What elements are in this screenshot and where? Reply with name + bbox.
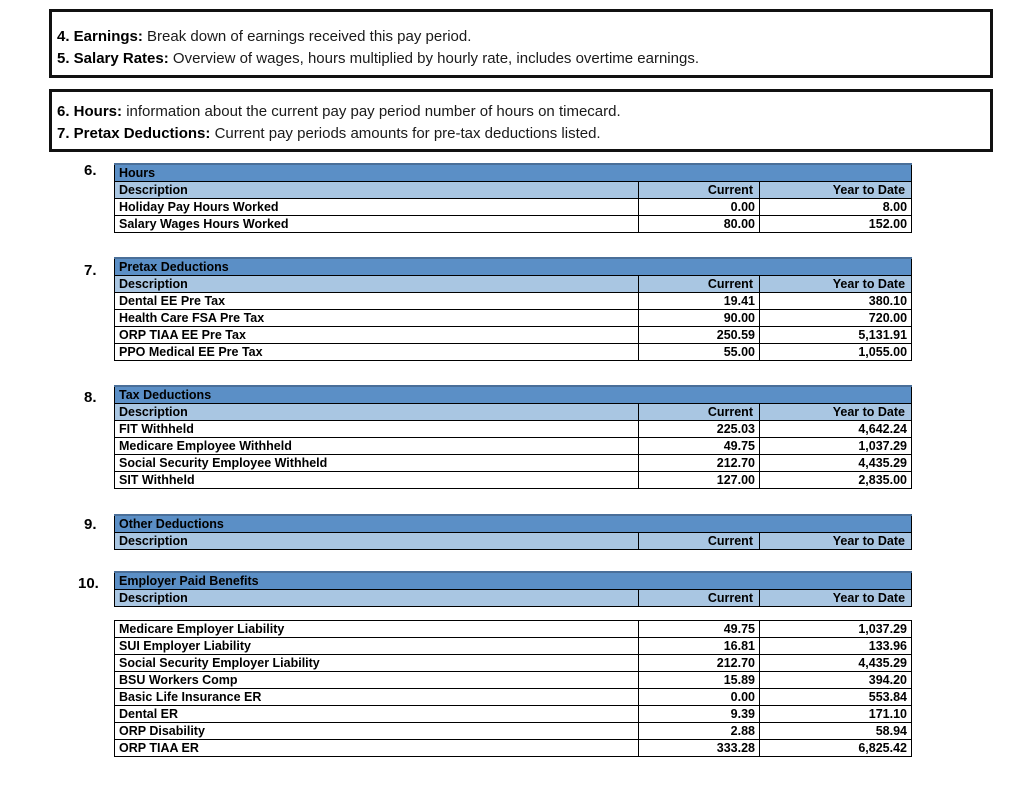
note-line: [57, 123, 985, 145]
note-text: information about the current pay pay period number of hours on timecard.: [126, 103, 621, 120]
note-line: [57, 26, 985, 48]
column-header-row: [115, 182, 912, 199]
row-description: ORP TIAA ER: [115, 740, 639, 757]
row-ytd: 394.20: [760, 672, 912, 689]
other-deductions-table: [114, 514, 912, 550]
col-description: Description: [115, 590, 639, 607]
row-ytd: 553.84: [760, 689, 912, 706]
row-ytd: 720.00: [760, 310, 912, 327]
row-description: Basic Life Insurance ER: [115, 689, 639, 706]
row-description: ORP TIAA EE Pre Tax: [115, 327, 639, 344]
row-ytd: 4,435.29: [760, 455, 912, 472]
row-current: 225.03: [639, 421, 760, 438]
section-number: 9.: [84, 516, 97, 533]
notes-box-earnings: [49, 9, 993, 78]
row-current: 0.00: [639, 199, 760, 216]
table-row: [115, 199, 912, 216]
note-line: [57, 48, 985, 70]
col-ytd: Year to Date: [760, 182, 912, 199]
row-ytd: 6,825.42: [760, 740, 912, 757]
row-current: 333.28: [639, 740, 760, 757]
row-current: 212.70: [639, 655, 760, 672]
note-label: 6. Hours:: [57, 103, 123, 120]
row-current: 55.00: [639, 344, 760, 361]
section-title: Hours: [115, 164, 912, 182]
row-description: SIT Withheld: [115, 472, 639, 489]
row-current: 90.00: [639, 310, 760, 327]
section-title: Other Deductions: [115, 515, 912, 533]
section-number: 7.: [84, 262, 97, 279]
row-description: Health Care FSA Pre Tax: [115, 310, 639, 327]
row-ytd: 152.00: [760, 216, 912, 233]
table-row: [115, 438, 912, 455]
row-ytd: 58.94: [760, 723, 912, 740]
table-row: [115, 638, 912, 655]
table-row: [115, 455, 912, 472]
col-current: Current: [639, 182, 760, 199]
row-description: Dental ER: [115, 706, 639, 723]
note-text: Overview of wages, hours multiplied by hourly rate, includes overtime earnings.: [172, 49, 699, 67]
row-current: 9.39: [639, 706, 760, 723]
row-description: Holiday Pay Hours Worked: [115, 199, 639, 216]
row-current: 19.41: [639, 293, 760, 310]
section-number: 6.: [84, 162, 97, 179]
employer-liability-table: [114, 620, 912, 757]
note-label: 5. Salary Rates:: [57, 49, 169, 67]
section-number: 8.: [84, 389, 97, 406]
notes-box-hours: [49, 89, 993, 152]
section-title-row: [115, 386, 912, 404]
row-ytd: 5,131.91: [760, 327, 912, 344]
row-current: 250.59: [639, 327, 760, 344]
column-header-row: [115, 276, 912, 293]
col-current: Current: [639, 276, 760, 293]
note-line: [57, 101, 985, 123]
col-description: Description: [115, 404, 639, 421]
col-current: Current: [639, 590, 760, 607]
col-description: Description: [115, 182, 639, 199]
column-header-row: [115, 590, 912, 607]
section-title-row: [115, 572, 912, 590]
row-current: 16.81: [639, 638, 760, 655]
row-description: PPO Medical EE Pre Tax: [115, 344, 639, 361]
table-row: [115, 421, 912, 438]
col-ytd: Year to Date: [760, 590, 912, 607]
section-title: Tax Deductions: [115, 386, 912, 404]
row-current: 212.70: [639, 455, 760, 472]
col-ytd: Year to Date: [760, 276, 912, 293]
table-row: [115, 723, 912, 740]
col-description: Description: [115, 533, 639, 550]
row-current: 80.00: [639, 216, 760, 233]
tax-deductions-table: [114, 385, 912, 489]
row-description: ORP Disability: [115, 723, 639, 740]
row-current: 127.00: [639, 472, 760, 489]
column-header-row: [115, 533, 912, 550]
employer-paid-benefits-table: [114, 571, 912, 607]
row-description: Social Security Employee Withheld: [115, 455, 639, 472]
hours-table: [114, 163, 912, 233]
note-label: 7. Pretax Deductions:: [57, 124, 211, 142]
table-row: [115, 310, 912, 327]
table-row: [115, 655, 912, 672]
row-ytd: 1,037.29: [760, 438, 912, 455]
table-row: [115, 472, 912, 489]
table-row: [115, 672, 912, 689]
row-description: FIT Withheld: [115, 421, 639, 438]
col-current: Current: [639, 533, 760, 550]
row-description: Medicare Employer Liability: [115, 621, 639, 638]
pretax-deductions-table: [114, 257, 912, 361]
section-title-row: [115, 515, 912, 533]
table-row: [115, 293, 912, 310]
row-description: Social Security Employer Liability: [115, 655, 639, 672]
table-row: [115, 740, 912, 757]
row-current: 0.00: [639, 689, 760, 706]
col-ytd: Year to Date: [760, 533, 912, 550]
row-current: 2.88: [639, 723, 760, 740]
row-current: 15.89: [639, 672, 760, 689]
row-ytd: 2,835.00: [760, 472, 912, 489]
table-row: [115, 344, 912, 361]
section-title: Pretax Deductions: [115, 258, 912, 276]
col-current: Current: [639, 404, 760, 421]
column-header-row: [115, 404, 912, 421]
note-text: Current pay periods amounts for pre-tax deductions listed.: [214, 124, 601, 142]
row-description: SUI Employer Liability: [115, 638, 639, 655]
row-ytd: 4,642.24: [760, 421, 912, 438]
note-text: Break down of earnings received this pay period.: [147, 28, 472, 45]
row-description: BSU Workers Comp: [115, 672, 639, 689]
section-title: Employer Paid Benefits: [115, 572, 912, 590]
row-description: Salary Wages Hours Worked: [115, 216, 639, 233]
section-title-row: [115, 258, 912, 276]
row-ytd: 8.00: [760, 199, 912, 216]
row-ytd: 1,037.29: [760, 621, 912, 638]
table-row: [115, 689, 912, 706]
row-current: 49.75: [639, 621, 760, 638]
row-ytd: 4,435.29: [760, 655, 912, 672]
section-number: 10.: [78, 575, 99, 592]
row-current: 49.75: [639, 438, 760, 455]
table-row: [115, 327, 912, 344]
row-ytd: 1,055.00: [760, 344, 912, 361]
row-description: Medicare Employee Withheld: [115, 438, 639, 455]
col-description: Description: [115, 276, 639, 293]
col-ytd: Year to Date: [760, 404, 912, 421]
row-ytd: 171.10: [760, 706, 912, 723]
row-ytd: 380.10: [760, 293, 912, 310]
row-ytd: 133.96: [760, 638, 912, 655]
row-description: Dental EE Pre Tax: [115, 293, 639, 310]
table-row: [115, 706, 912, 723]
table-row: [115, 621, 912, 638]
note-label: 4. Earnings:: [57, 28, 143, 45]
table-row: [115, 216, 912, 233]
section-title-row: [115, 164, 912, 182]
